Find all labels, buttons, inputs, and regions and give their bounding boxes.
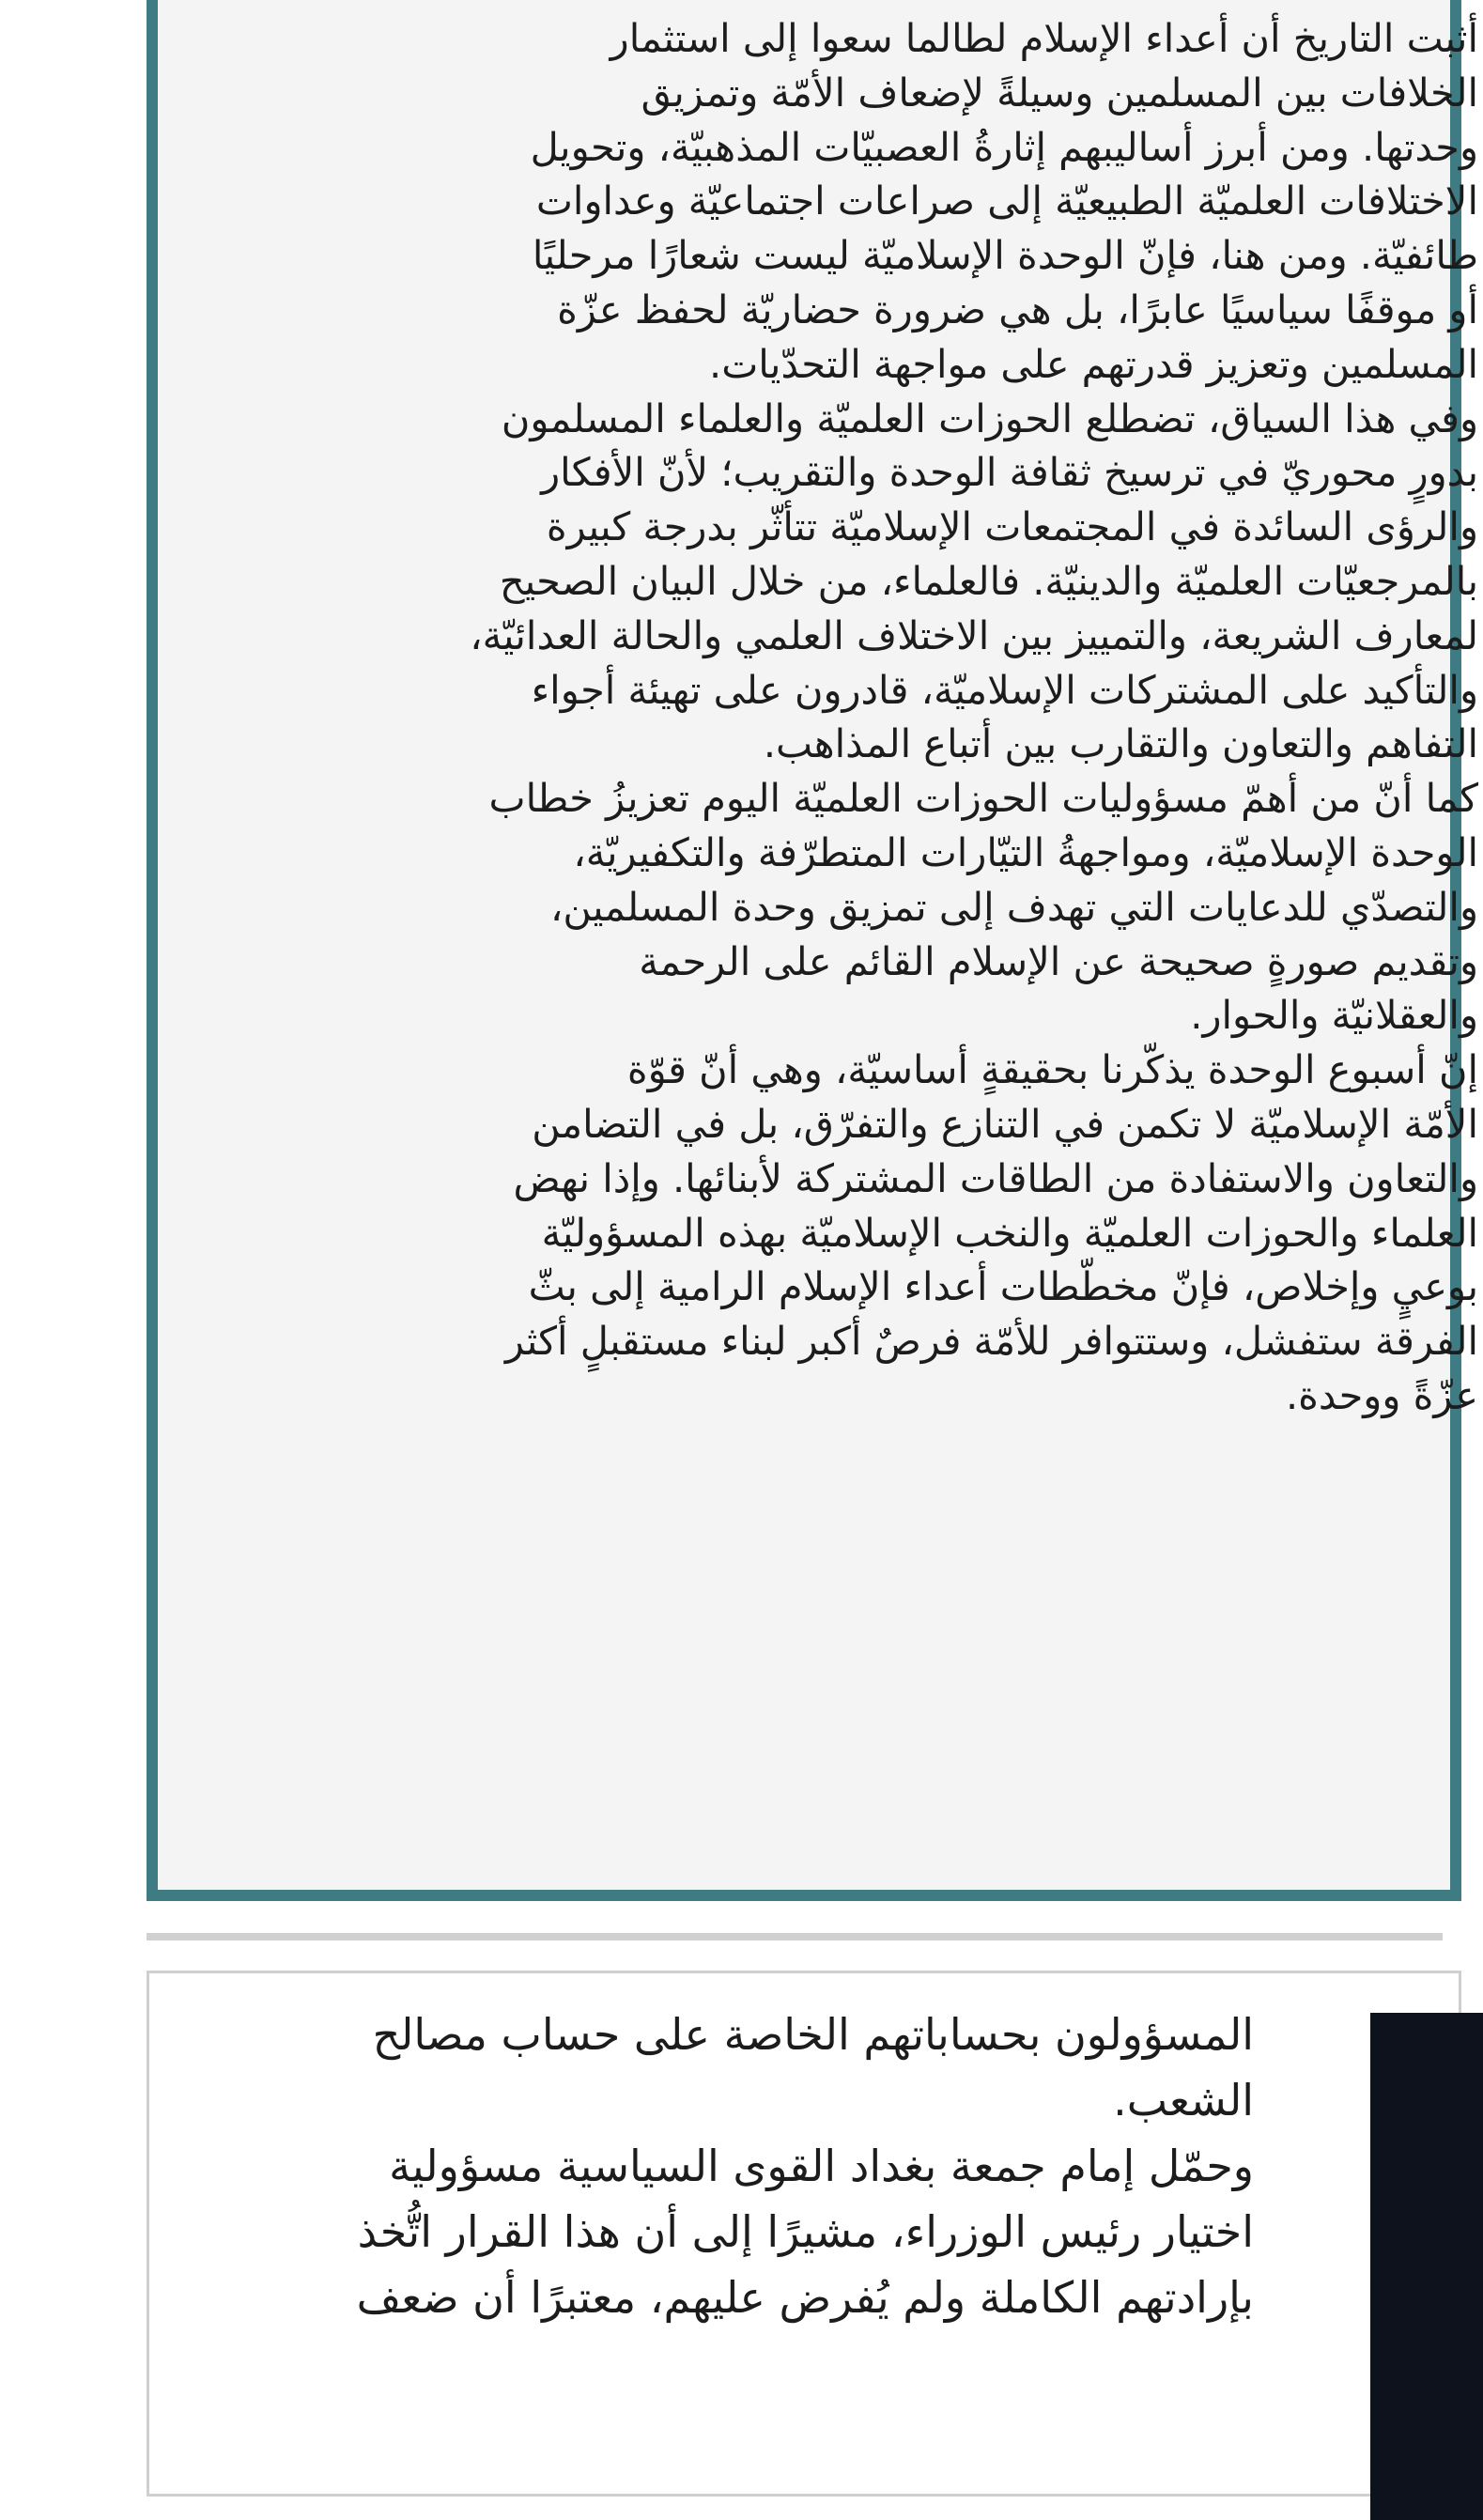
news-line: الشعب. xyxy=(1113,2075,1254,2126)
article-line: بالمرجعيّات العلميّة والدينيّة. فالعلماء، من خلال البيان الصحيح xyxy=(499,557,1478,604)
news-line: المسؤولون بحساباتهم الخاصة على حساب مصالح xyxy=(372,2009,1254,2060)
section-divider xyxy=(147,1933,1443,1940)
article-line: لمعارف الشريعة، والتمييز بين الاختلاف العلمي والحالة العدائيّة، xyxy=(470,611,1478,658)
article-line: الخلافات بين المسلمين وسيلةً لإضعاف الأمّة وتمزيق xyxy=(641,69,1478,116)
article-line: الفرقة ستفشل، وستتوافر للأمّة فرصٌ أكبر لبناء مستقبلٍ أكثر xyxy=(504,1318,1478,1365)
article-line: طائفيّة. ومن هنا، فإنّ الوحدة الإسلاميّة ليست شعارًا مرحليًا xyxy=(532,232,1478,279)
article-line: العلماء والحوزات العلميّة والنخب الإسلاميّة بهذه المسؤوليّة xyxy=(541,1209,1478,1256)
article-line: أثبت التاريخ أن أعداء الإسلام لطالما سعوا إلى استثمار xyxy=(610,15,1478,61)
article-line: التفاهم والتعاون والتقارب بين أتباع المذاهب. xyxy=(763,720,1478,767)
article-line: والتصدّي للدعايات التي تهدف إلى تمزيق وحدة المسلمين، xyxy=(550,883,1478,930)
article-line: والعقلانيّة والحوار. xyxy=(1190,992,1478,1039)
article-line: وفي هذا السياق، تضطلع الحوزات العلميّة والعلماء المسلمون xyxy=(501,394,1478,441)
article-line: كما أنّ من أهمّ مسؤوليات الحوزات العلميّة اليوم تعزيزُ خطاب xyxy=(488,775,1478,822)
article-line: إنّ أسبوع الوحدة يذكّرنا بحقيقةٍ أساسيّة، وهي أنّ قوّة xyxy=(626,1046,1478,1093)
news-card-body xyxy=(193,2002,1254,2330)
article-line: والرؤى السائدة في المجتمعات الإسلاميّة تتأثّر بدرجة كبيرة xyxy=(546,503,1478,550)
article-line: بدورٍ محوريّ في ترسيخ ثقافة الوحدة والتقريب؛ لأنّ الأفكار xyxy=(541,449,1478,496)
article-box xyxy=(147,0,1478,1901)
news-line: وحمّل إمام جمعة بغداد القوى السياسية مسؤولية xyxy=(389,2141,1254,2191)
article-line: بوعيٍ وإخلاص، فإنّ مخطّطات أعداء الإسلام الرامية إلى بثّ xyxy=(528,1263,1478,1310)
article-line: المسلمين وتعزيز قدرتهم على مواجهة التحدّيات. xyxy=(709,340,1478,387)
article-line: وحدتها. ومن أبرز أساليبهم إثارةُ العصبيّات المذهبيّة، وتحويل xyxy=(530,123,1478,170)
news-line: اختيار رئيس الوزراء، مشيرًا إلى أن هذا القرار اتُّخذ xyxy=(357,2206,1254,2257)
article-line: الوحدة الإسلاميّة، ومواجهةُ التيّارات المتطرّفة والتكفيريّة، xyxy=(573,828,1478,875)
article-body xyxy=(199,11,1478,1423)
article-line: والتعاون والاستفادة من الطاقات المشتركة لأبنائها. وإذا نهض xyxy=(513,1154,1478,1201)
article-line: أو موقفًا سياسيًا عابرًا، بل هي ضرورة حضاريّة لحفظ عزّة xyxy=(557,286,1478,332)
article-line: عزّةً ووحدة. xyxy=(1285,1371,1478,1418)
news-line: بإرادتهم الكاملة ولم يُفرض عليهم، معتبرًا أن ضعف xyxy=(356,2272,1254,2323)
news-card xyxy=(147,1971,1461,2497)
article-line: الاختلافات العلميّة الطبيعيّة إلى صراعات اجتماعيّة وعداوات xyxy=(535,178,1478,224)
article-line: والتأكيد على المشتركات الإسلاميّة، قادرون على تهيئة أجواء xyxy=(531,666,1478,713)
article-line: وتقديم صورةٍ صحيحة عن الإسلام القائم على الرحمة xyxy=(639,937,1478,984)
news-card-image xyxy=(1370,2013,1483,2520)
article-line: الأمّة الإسلاميّة لا تكمن في التنازع والتفرّق، بل في التضامن xyxy=(532,1100,1478,1147)
